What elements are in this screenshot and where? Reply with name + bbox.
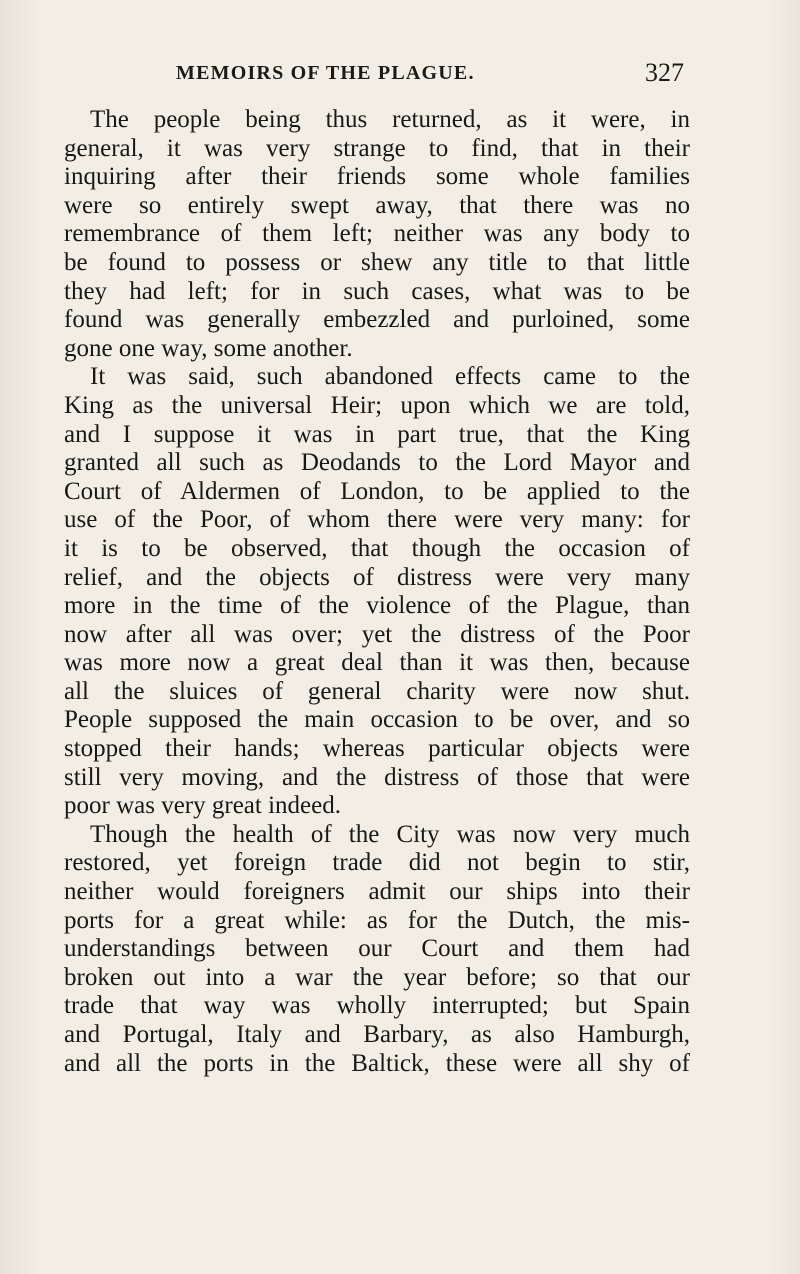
text-line: be found to possess or shew any title to that little	[64, 248, 690, 276]
text-line: stopped their hands; whereas particular objects were	[64, 735, 690, 763]
text-line: neither would foreigners admit our ships into their	[64, 878, 690, 906]
body-text	[64, 106, 690, 1078]
page-header	[176, 58, 684, 88]
text-line: they had left; for in such cases, what was to be	[64, 277, 690, 305]
text-line: restored, yet foreign trade did not begin to stir,	[64, 849, 690, 877]
text-line: and I suppose it was in part true, that the King	[64, 420, 690, 448]
running-head: MEMOIRS OF THE PLAGUE.	[176, 62, 475, 84]
text-line: and Portugal, Italy and Barbary, as also Hamburgh,	[64, 1021, 690, 1048]
text-line: inquiring after their friends some whole families	[64, 163, 690, 191]
text-line: ports for a great while: as for the Dutch, the mis-	[64, 906, 690, 934]
text-line: now after all was over; yet the distress of the Poor	[64, 620, 690, 648]
text-line: it is to be observed, that though the occasion of	[64, 534, 690, 562]
text-line: People supposed the main occasion to be over, and so	[64, 706, 690, 734]
text-line: found was generally embezzled and purloined, some	[64, 306, 690, 334]
text-line: broken out into a war the year before; so that our	[64, 963, 690, 991]
text-line: poor was very great indeed.	[64, 792, 341, 820]
text-line: Court of Aldermen of London, to be applied to the	[64, 477, 690, 505]
text-line: Though the health of the City was now very much	[90, 820, 690, 848]
text-line: The people being thus returned, as it were, in	[90, 106, 690, 133]
text-line: and all the ports in the Baltick, these were all shy of	[64, 1049, 690, 1077]
text-line: all the sluices of general charity were now shut.	[64, 677, 690, 705]
text-line: general, it was very strange to find, that in their	[64, 134, 690, 162]
text-line: relief, and the objects of distress were very many	[64, 563, 690, 591]
text-line: trade that way was wholly interrupted; but Spain	[64, 992, 690, 1020]
text-line: granted all such as Deodands to the Lord Mayor and	[64, 449, 690, 477]
text-line: still very moving, and the distress of those that were	[64, 763, 690, 791]
text-line: was more now a great deal than it was then, because	[64, 649, 690, 677]
text-line: use of the Poor, of whom there were very many: for	[64, 506, 690, 534]
text-line: more in the time of the violence of the Plague, than	[64, 592, 690, 620]
text-line: understandings between our Court and them had	[64, 935, 690, 963]
page-number: 327	[645, 58, 684, 87]
text-line: gone one way, some another.	[64, 334, 353, 362]
text-line: It was said, such abandoned effects came to the	[90, 363, 690, 391]
text-line: remembrance of them left; neither was any body to	[64, 220, 690, 248]
text-line: King as the universal Heir; upon which we are told,	[64, 391, 690, 419]
text-line: were so entirely swept away, that there was no	[64, 191, 690, 219]
